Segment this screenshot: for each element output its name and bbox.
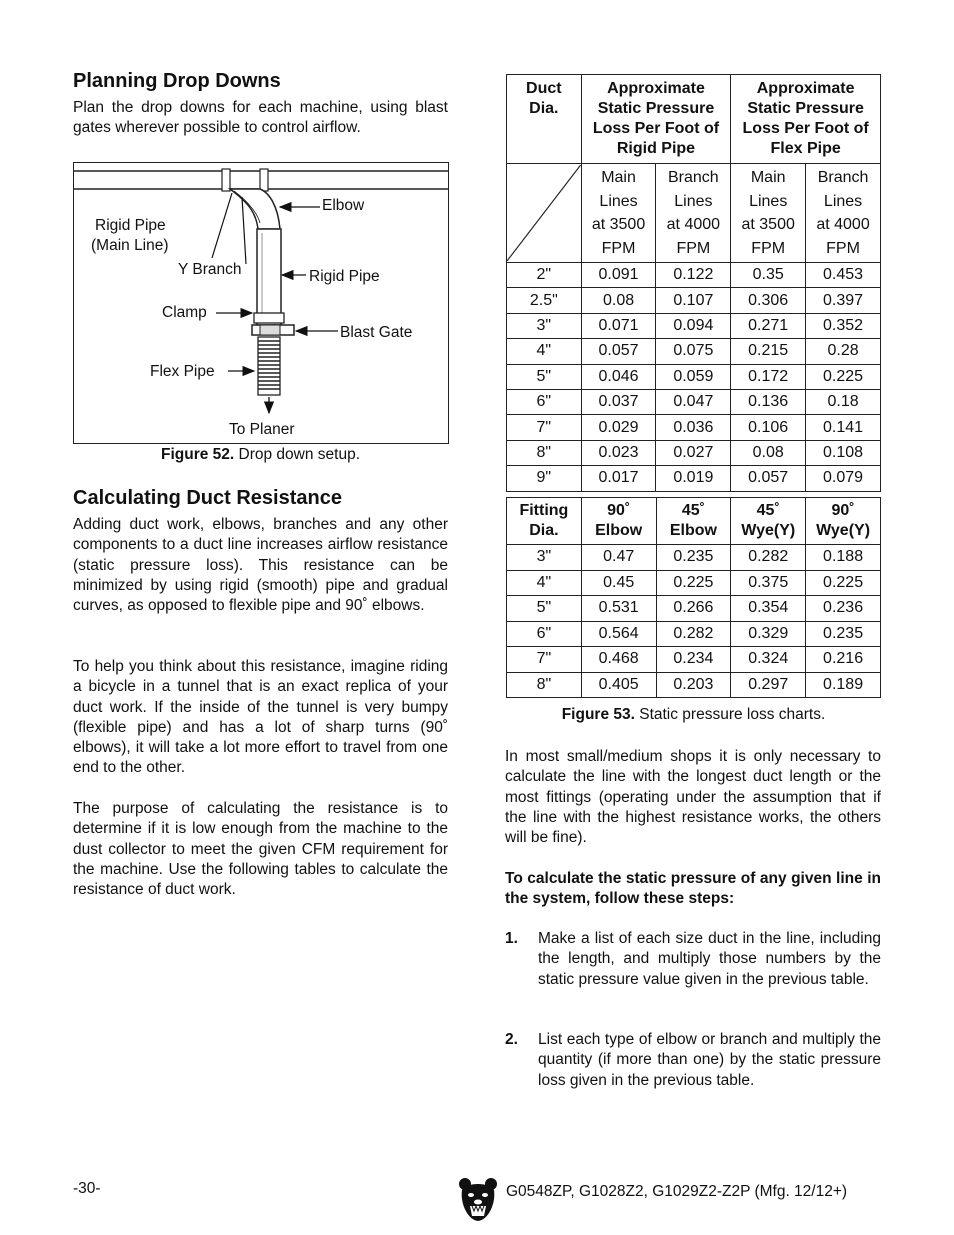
- header-flex-pipe: Approximate Static Pressure Loss Per Foot of Flex Pipe: [731, 75, 881, 164]
- table-row: [507, 570, 881, 596]
- label-elbow: Elbow: [322, 197, 365, 214]
- table-cell: 0.235: [806, 621, 881, 647]
- header-text-line: Branch: [668, 169, 719, 186]
- table-cell: 0.266: [656, 596, 731, 622]
- label-y-branch: Y Branch: [178, 261, 242, 278]
- header-text-line: FPM: [751, 239, 786, 257]
- subheader-flex-branch: [806, 164, 881, 263]
- table-cell: 6": [507, 389, 582, 414]
- table-cell: 0.354: [731, 596, 806, 622]
- table-header-row: [507, 498, 881, 545]
- header-text-line: Lines: [749, 192, 788, 210]
- table-cell: 7": [507, 647, 582, 673]
- table-cell: 0.057: [731, 466, 806, 491]
- table-row: [507, 313, 881, 338]
- table-cell: 0.106: [731, 415, 806, 440]
- table-cell: 0.453: [806, 263, 881, 288]
- table-row: [507, 389, 881, 414]
- table-cell: 0.324: [731, 647, 806, 673]
- table-cell: 0.531: [581, 596, 656, 622]
- subheader-rigid-branch: [656, 164, 731, 263]
- paragraph-duct-resistance: Adding duct work, elbows, branches and any other components to a duct line increases airflow resistance (static pressure loss). This resistance can be minimized by using rigid (smooth) pipe and gradual curves, as opposed to flexible pipe and 90˚ elbows.: [73, 516, 448, 615]
- table-cell: 0.037: [581, 389, 656, 414]
- static-pressure-pipe-table: [506, 74, 881, 492]
- table-cell: 0.297: [731, 672, 806, 698]
- static-pressure-fitting-table: [506, 497, 881, 698]
- header-text-line: 45˚: [756, 502, 780, 519]
- model-numbers: G0548ZP, G1028Z2, G1029Z2-Z2P (Mfg. 12/12+): [506, 1183, 848, 1200]
- label-blast-gate: Blast Gate: [340, 324, 413, 341]
- table-cell: 0.017: [581, 466, 656, 491]
- label-clamp: Clamp: [162, 304, 207, 321]
- table-row: [507, 440, 881, 465]
- table-cell: 0.215: [731, 339, 806, 364]
- header-text-line: Lines: [674, 192, 713, 210]
- table-cell: 0.18: [806, 389, 881, 414]
- table-row: [507, 621, 881, 647]
- table-cell: 0.28: [806, 339, 881, 364]
- table-cell: 0.019: [656, 466, 731, 491]
- table-cell: 0.188: [806, 545, 881, 571]
- subheader-flex-main: [731, 164, 806, 263]
- header-45-wye: [731, 498, 806, 545]
- figure-53-caption-label: Figure 53.: [561, 706, 635, 723]
- table-cell: 0.225: [656, 570, 731, 596]
- table-row: [507, 672, 881, 698]
- table-row: [507, 466, 881, 491]
- table-row: [507, 647, 881, 673]
- table-cell: 0.468: [581, 647, 656, 673]
- table-cell: 0.091: [581, 263, 656, 288]
- header-text-line: 90˚: [607, 502, 631, 519]
- table-cell: 4": [507, 570, 582, 596]
- table-row: [507, 263, 881, 288]
- header-text-line: at 3500: [741, 216, 795, 233]
- table-row: [507, 545, 881, 571]
- figure-53-caption: [506, 706, 881, 724]
- table-cell: 0.282: [731, 545, 806, 571]
- table-cell: 0.107: [656, 288, 731, 313]
- table-cell: 0.122: [656, 263, 731, 288]
- bear-logo-icon: [458, 1176, 498, 1222]
- heading-calculating-duct-resistance: Calculating Duct Resistance: [73, 487, 342, 509]
- step-1: [505, 929, 881, 1011]
- table-row: [507, 364, 881, 389]
- table-cell: 9": [507, 466, 582, 491]
- header-text-line: Branch: [817, 169, 869, 186]
- table-cell: 2.5": [507, 288, 582, 313]
- table-cell: 0.564: [581, 621, 656, 647]
- header-text-line: at 4000: [816, 216, 870, 233]
- header-text-line: Wye(Y): [816, 522, 871, 539]
- table-cell: 2": [507, 263, 582, 288]
- table-cell: 0.172: [731, 364, 806, 389]
- table-cell: 0.071: [581, 313, 656, 338]
- header-text-line: FPM: [601, 239, 636, 257]
- step-2-number: 2.: [505, 1031, 518, 1048]
- header-text-line: Elbow: [595, 522, 643, 539]
- step-2-text: List each type of elbow or branch and multiply the quantity (if more than one) by the static pressure loss given in the previous table.: [538, 1031, 881, 1089]
- header-text-line: Fitting: [519, 502, 569, 519]
- figure-52-caption-label: Figure 52.: [160, 446, 235, 463]
- table-cell: 7": [507, 415, 582, 440]
- header-text-line: Main: [601, 169, 636, 186]
- header-text-line: at 4000: [666, 216, 721, 233]
- table-row: [507, 596, 881, 622]
- paragraph-planning: Plan the drop downs for each machine, using blast gates wherever possible to control airflow.: [73, 99, 448, 137]
- table-cell: 0.057: [581, 339, 656, 364]
- table-cell: 0.235: [656, 545, 731, 571]
- label-to-planer: To Planer: [229, 421, 295, 438]
- table-cell: 0.375: [731, 570, 806, 596]
- header-text-line: at 3500: [591, 216, 646, 233]
- table-cell: 0.059: [656, 364, 731, 389]
- table-cell: 0.029: [581, 415, 656, 440]
- header-90-elbow: [581, 498, 656, 545]
- label-rigid-pipe-main: Rigid Pipe: [95, 217, 166, 234]
- table-cell: 0.203: [656, 672, 731, 698]
- header-duct-dia: [507, 75, 582, 164]
- table-cell: 0.271: [731, 313, 806, 338]
- header-text-line: Main: [750, 169, 786, 186]
- header-text-line: Elbow: [669, 522, 717, 539]
- figure-52-diagram: [73, 162, 449, 444]
- table-cell: 0.136: [731, 389, 806, 414]
- table-cell: 0.405: [581, 672, 656, 698]
- header-text-line: Dia.: [529, 100, 559, 117]
- table-cell: 0.08: [581, 288, 656, 313]
- table-cell: 3": [507, 545, 582, 571]
- table-cell: 0.329: [731, 621, 806, 647]
- table-cell: 0.108: [806, 440, 881, 465]
- table-cell: 8": [507, 440, 582, 465]
- table-cell: 0.036: [656, 415, 731, 440]
- table-cell: 0.47: [581, 545, 656, 571]
- table-cell: 0.282: [656, 621, 731, 647]
- table-cell: 0.352: [806, 313, 881, 338]
- header-text-line: Duct: [526, 80, 562, 97]
- table-cell: 0.08: [731, 440, 806, 465]
- diagonal-cell: [507, 164, 582, 263]
- header-text-line: Wye(Y): [741, 522, 796, 539]
- label-main-line: (Main Line): [91, 237, 169, 254]
- table-cell: 0.35: [731, 263, 806, 288]
- table-cell: 5": [507, 596, 582, 622]
- header-text-line: FPM: [676, 239, 711, 257]
- header-90-wye: [806, 498, 881, 545]
- figure-52-caption: [73, 446, 448, 464]
- table-row: [507, 288, 881, 313]
- table-cell: 5": [507, 364, 582, 389]
- table-row: [507, 339, 881, 364]
- paragraph-purpose: The purpose of calculating the resistance is to determine if it is low enough from the machine to the dust collector to meet the given CFM requirement for the machine. Use the following tables to calculate the resistance of duct work.: [73, 800, 448, 899]
- table-header-row: [507, 75, 881, 164]
- header-text-line: Lines: [823, 192, 863, 210]
- paragraph-bicycle-analogy: To help you think about this resistance, imagine riding a bicycle in a tunnel that is an exact replica of your duct work. If the inside of the tunnel is very bumpy (flexible pipe) and has a lot of sharp turns (90˚ elbows), it will take a lot more effort to travel from one end to the other.: [73, 658, 448, 777]
- table-cell: 0.225: [806, 364, 881, 389]
- table-cell: 0.023: [581, 440, 656, 465]
- table-cell: 0.046: [581, 364, 656, 389]
- table-cell: 6": [507, 621, 582, 647]
- table-cell: 0.236: [806, 596, 881, 622]
- header-text-line: 90˚: [831, 502, 855, 519]
- label-flex-pipe: Flex Pipe: [150, 363, 215, 380]
- flex-pipe-ribs: [258, 337, 280, 395]
- table-cell: 0.047: [656, 389, 731, 414]
- paragraph-small-shops: In most small/medium shops it is only necessary to calculate the line with the longest duct length or the most fittings (operating under the assumption that if the line with the highest resistance works, the others will be fine).: [505, 748, 881, 847]
- table-cell: 0.094: [656, 313, 731, 338]
- subheader-rigid-main: [581, 164, 656, 263]
- table-cell: 0.027: [656, 440, 731, 465]
- table-cell: 3": [507, 313, 582, 338]
- table-cell: 0.141: [806, 415, 881, 440]
- page-number: -30-: [73, 1180, 101, 1197]
- header-rigid-pipe: Approximate Static Pressure Loss Per Foot of Rigid Pipe: [581, 75, 731, 164]
- header-45-elbow: [656, 498, 731, 545]
- table-cell: 0.306: [731, 288, 806, 313]
- header-text-line: Lines: [599, 192, 638, 210]
- table-cell: 0.189: [806, 672, 881, 698]
- step-2: [505, 1030, 881, 1092]
- table-row: [507, 415, 881, 440]
- label-rigid-pipe: Rigid Pipe: [309, 268, 380, 285]
- heading-planning-drop-downs: Planning Drop Downs: [73, 70, 281, 92]
- table-cell: 0.225: [806, 570, 881, 596]
- figure-52-caption-text: Drop down setup.: [234, 446, 360, 463]
- table-cell: 0.234: [656, 647, 731, 673]
- header-text-line: 45˚: [681, 502, 705, 519]
- table-cell: 4": [507, 339, 582, 364]
- table-subheader-row: [507, 164, 881, 263]
- table-cell: 0.216: [806, 647, 881, 673]
- header-text-line: FPM: [826, 239, 860, 257]
- table-cell: 0.45: [581, 570, 656, 596]
- table-cell: 0.079: [806, 466, 881, 491]
- drop-down-setup-drawing: [74, 163, 448, 443]
- paragraph-steps-intro: To calculate the static pressure of any given line in the system, follow these steps:: [505, 870, 881, 908]
- header-text-line: Dia.: [529, 522, 559, 539]
- table-cell: 8": [507, 672, 582, 698]
- figure-53-caption-text: Static pressure loss charts.: [634, 706, 826, 723]
- header-fitting-dia: [507, 498, 582, 545]
- step-1-text: Make a list of each size duct in the line, including the length, and multiply those numbers by the static pressure value given in the previous table.: [538, 930, 881, 988]
- table-cell: 0.397: [806, 288, 881, 313]
- table-cell: 0.075: [656, 339, 731, 364]
- step-1-number: 1.: [505, 930, 518, 947]
